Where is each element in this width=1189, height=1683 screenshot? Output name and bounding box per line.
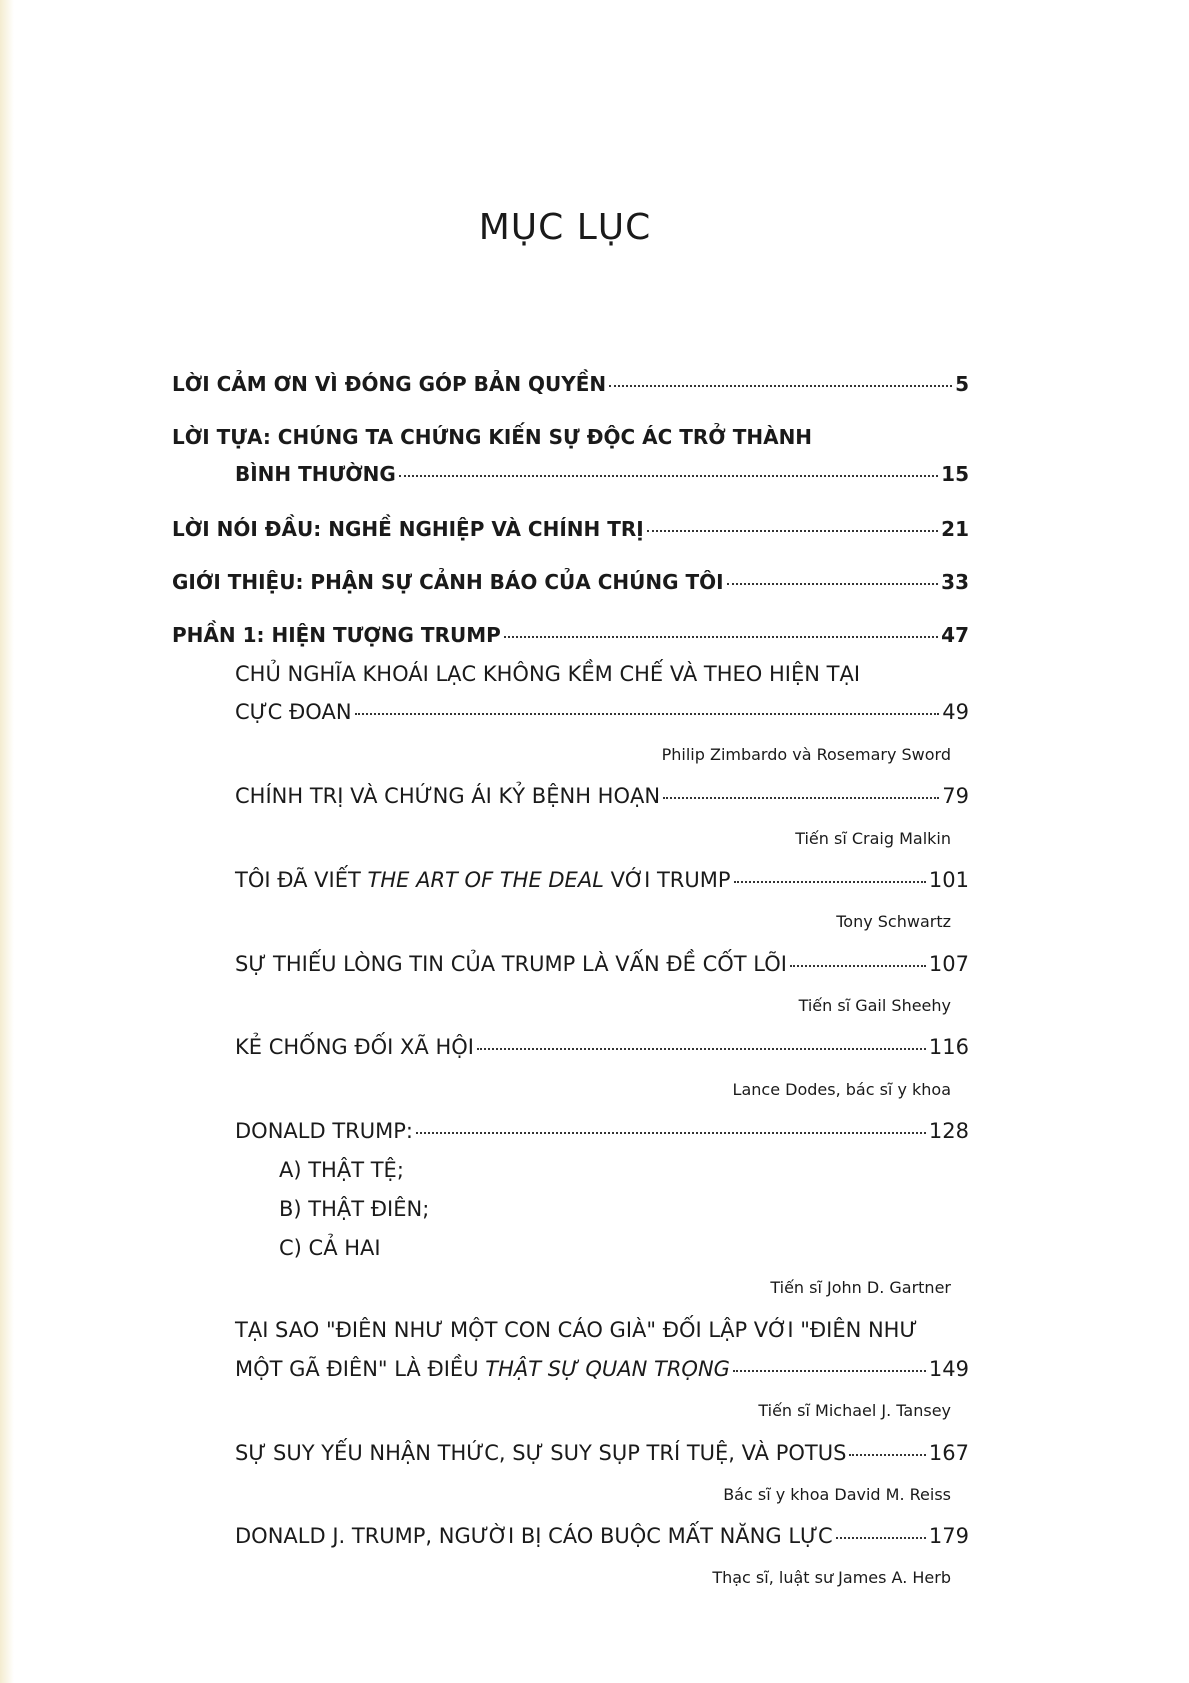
page-title: MỤC LỤC	[478, 207, 652, 248]
page-number: 107	[928, 952, 969, 976]
chapter-author: Tony Schwartz	[836, 912, 951, 931]
chapter-entry[interactable]	[235, 1524, 969, 1548]
chapter-author: Bác sĩ y khoa David M. Reiss	[723, 1485, 951, 1504]
chapter-text: MỘT GÃ ĐIÊN" LÀ ĐIỀU THẬT SỰ QUAN TRỌNG	[235, 1357, 730, 1381]
chapter-entry[interactable]	[235, 1357, 969, 1381]
chapter-author: Tiến sĩ Gail Sheehy	[798, 996, 951, 1015]
page-number: 116	[928, 1035, 969, 1059]
page-number: 15	[941, 462, 969, 486]
dot-leader	[355, 713, 940, 715]
toc-entry-text: LỜI NÓI ĐẦU: NGHỀ NGHIỆP VÀ CHÍNH TRỊ	[172, 517, 644, 541]
chapter-subitem: A) THẬT TỆ;	[279, 1158, 404, 1182]
toc-entry-text: LỜI CẢM ƠN VÌ ĐÓNG GÓP BẢN QUYỀN	[172, 372, 607, 396]
dot-leader	[399, 475, 938, 477]
toc-entry-part-1[interactable]	[172, 623, 969, 647]
dot-leader	[416, 1132, 926, 1134]
page-number: 5	[955, 372, 969, 396]
chapter-author: Tiến sĩ Michael J. Tansey	[758, 1401, 951, 1420]
chapter-entry[interactable]	[235, 1119, 969, 1143]
chapter-author: Tiến sĩ Craig Malkin	[795, 829, 951, 848]
page-number: 49	[942, 700, 969, 724]
chapter-text: SỰ THIẾU LÒNG TIN CỦA TRUMP LÀ VẤN ĐỀ CỐT LÕI	[235, 952, 787, 976]
dot-leader	[609, 385, 952, 387]
chapter-author: Philip Zimbardo và Rosemary Sword	[661, 745, 951, 764]
chapter-entry[interactable]	[235, 952, 969, 976]
chapter-text: CỰC ĐOAN	[235, 700, 352, 724]
chapter-author: Tiến sĩ John D. Gartner	[770, 1278, 951, 1297]
dot-leader	[647, 530, 938, 532]
book-title: THE ART OF THE DEAL	[367, 868, 604, 892]
page-number: 33	[941, 570, 969, 594]
dot-leader	[849, 1454, 925, 1456]
dot-leader	[790, 965, 926, 967]
toc-entry-text: BÌNH THƯỜNG	[235, 462, 396, 486]
dot-leader	[734, 881, 926, 883]
chapter-entry[interactable]	[235, 868, 969, 892]
toc-entry-acknowledgements[interactable]	[172, 372, 969, 396]
emphasis: THẬT SỰ QUAN TRỌNG	[485, 1357, 730, 1381]
page-number: 79	[942, 784, 969, 808]
chapter-text: KẺ CHỐNG ĐỐI XÃ HỘI	[235, 1035, 474, 1059]
chapter-author: Thạc sĩ, luật sư James A. Herb	[712, 1568, 951, 1587]
page-edge	[0, 0, 14, 1683]
page-number: 128	[928, 1119, 969, 1143]
chapter-entry[interactable]	[235, 784, 969, 808]
toc-entry-text: GIỚI THIỆU: PHẬN SỰ CẢNH BÁO CỦA CHÚNG TÔI	[172, 570, 724, 594]
chapter-text: DONALD J. TRUMP, NGƯỜI BỊ CÁO BUỘC MẤT NĂNG LỰC	[235, 1524, 833, 1548]
dot-leader	[727, 583, 939, 585]
chapter-text: CHÍNH TRỊ VÀ CHỨNG ÁI KỶ BỆNH HOẠN	[235, 784, 661, 808]
dot-leader	[477, 1048, 926, 1050]
page-number: 167	[928, 1441, 969, 1465]
chapter-subitem: B) THẬT ĐIÊN;	[279, 1197, 430, 1221]
dot-leader	[733, 1370, 926, 1372]
toc-entry-introduction[interactable]	[172, 570, 969, 594]
toc-entry-foreword[interactable]	[235, 462, 969, 486]
toc-entry-preface[interactable]	[172, 517, 969, 541]
chapter-text: SỰ SUY YẾU NHẬN THỨC, SỰ SUY SỤP TRÍ TUỆ, VÀ POTUS	[235, 1441, 847, 1465]
dot-leader	[663, 797, 939, 799]
dot-leader	[504, 636, 938, 638]
chapter-subitem: C) CẢ HAI	[279, 1236, 381, 1260]
page-number: 21	[941, 517, 969, 541]
toc-entry-text: PHẦN 1: HIỆN TƯỢNG TRUMP	[172, 623, 501, 647]
chapter-text: DONALD TRUMP:	[235, 1119, 413, 1143]
dot-leader	[836, 1537, 926, 1539]
chapter-entry[interactable]	[235, 700, 969, 724]
page-number: 149	[928, 1357, 969, 1381]
chapter-line1[interactable]: CHỦ NGHĨA KHOÁI LẠC KHÔNG KỀM CHẾ VÀ THEO HIỆN TẠI	[235, 662, 861, 686]
page-number: 179	[928, 1524, 969, 1548]
toc-entry-foreword-line1[interactable]: LỜI TỰA: CHÚNG TA CHỨNG KIẾN SỰ ĐỘC ÁC TRỞ THÀNH	[172, 425, 813, 449]
page-number: 47	[941, 623, 969, 647]
chapter-entry[interactable]	[235, 1441, 969, 1465]
chapter-author: Lance Dodes, bác sĩ y khoa	[732, 1080, 951, 1099]
chapter-entry[interactable]	[235, 1035, 969, 1059]
chapter-text: TÔI ĐÃ VIẾT THE ART OF THE DEAL VỚI TRUMP	[235, 868, 731, 892]
chapter-line1[interactable]: TẠI SAO "ĐIÊN NHƯ MỘT CON CÁO GIÀ" ĐỐI LẬP VỚI "ĐIÊN NHƯ	[235, 1318, 918, 1342]
page-number: 101	[928, 868, 969, 892]
